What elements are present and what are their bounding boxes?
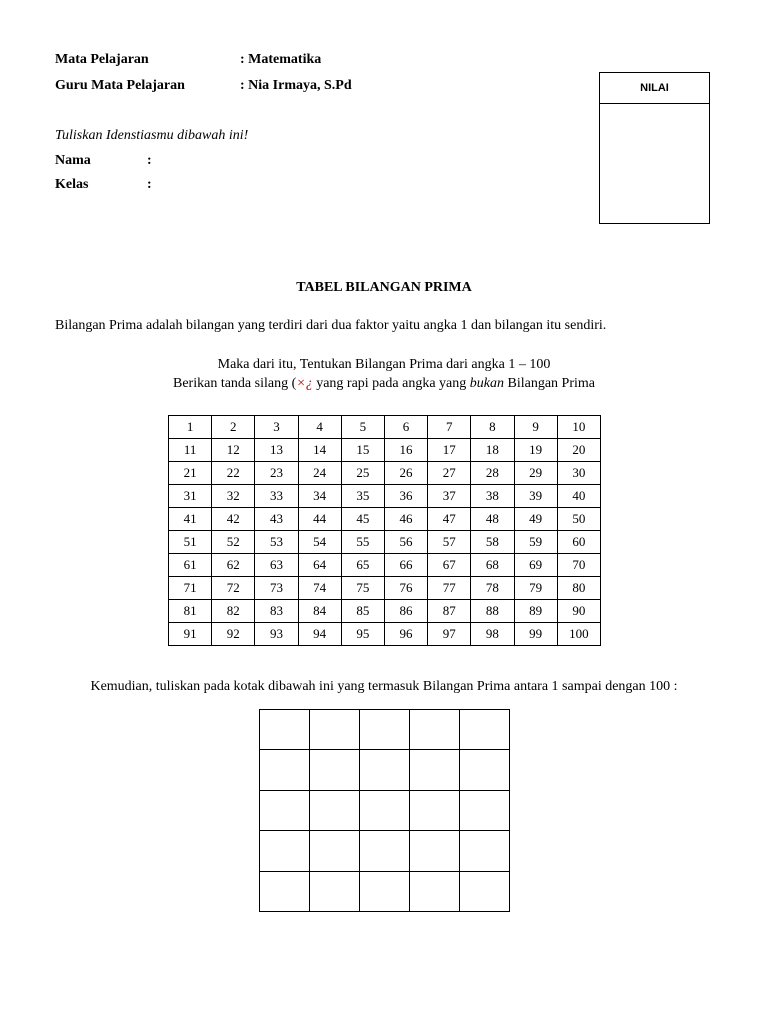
number-cell[interactable]: 17 xyxy=(428,439,471,462)
number-cell[interactable]: 86 xyxy=(384,600,427,623)
answer-cell[interactable] xyxy=(310,710,360,750)
answer-cell[interactable] xyxy=(410,831,460,871)
number-cell[interactable]: 90 xyxy=(557,600,600,623)
answer-cell[interactable] xyxy=(310,750,360,790)
number-cell[interactable]: 87 xyxy=(428,600,471,623)
answer-cell[interactable] xyxy=(360,710,410,750)
answer-cell[interactable] xyxy=(460,831,510,871)
number-cell[interactable]: 82 xyxy=(212,600,255,623)
answer-grid-row xyxy=(260,871,510,911)
number-table-row xyxy=(169,508,601,531)
task-line-2 xyxy=(0,376,768,392)
number-cell[interactable]: 63 xyxy=(255,554,298,577)
answer-cell[interactable] xyxy=(460,790,510,830)
answer-grid-row xyxy=(260,750,510,790)
teacher-value: : Nia Irmaya, S.Pd xyxy=(240,78,352,93)
number-cell[interactable]: 7 xyxy=(428,416,471,439)
number-cell[interactable]: 98 xyxy=(471,623,514,646)
number-cell[interactable]: 61 xyxy=(169,554,212,577)
number-cell[interactable]: 85 xyxy=(341,600,384,623)
number-cell[interactable]: 3 xyxy=(255,416,298,439)
number-cell[interactable]: 30 xyxy=(557,462,600,485)
task-line-2-emphasis: bukan xyxy=(469,376,504,391)
number-cell[interactable]: 27 xyxy=(428,462,471,485)
number-cell[interactable]: 92 xyxy=(212,623,255,646)
score-box xyxy=(599,72,710,224)
number-cell[interactable]: 48 xyxy=(471,508,514,531)
number-cell[interactable]: 74 xyxy=(298,577,341,600)
number-cell[interactable]: 54 xyxy=(298,531,341,554)
number-cell[interactable]: 13 xyxy=(255,439,298,462)
number-cell[interactable]: 21 xyxy=(169,462,212,485)
number-cell[interactable]: 18 xyxy=(471,439,514,462)
answer-cell[interactable] xyxy=(410,871,460,911)
number-cell[interactable]: 69 xyxy=(514,554,557,577)
number-cell[interactable]: 73 xyxy=(255,577,298,600)
definition-text: Bilangan Prima adalah bilangan yang terdiri dari dua faktor yaitu angka 1 dan bilangan itu sendiri. xyxy=(55,318,607,333)
number-cell[interactable]: 49 xyxy=(514,508,557,531)
answer-cell[interactable] xyxy=(310,790,360,830)
number-cell[interactable]: 62 xyxy=(212,554,255,577)
answer-cell[interactable] xyxy=(460,750,510,790)
number-cell[interactable]: 32 xyxy=(212,485,255,508)
page-title: TABEL BILANGAN PRIMA xyxy=(296,280,472,295)
number-table-row xyxy=(169,531,601,554)
number-table-row xyxy=(169,577,601,600)
answer-cell[interactable] xyxy=(410,710,460,750)
number-cell[interactable]: 76 xyxy=(384,577,427,600)
answer-cell[interactable] xyxy=(360,750,410,790)
number-table-row xyxy=(169,416,601,439)
number-cell[interactable]: 70 xyxy=(557,554,600,577)
number-cell[interactable]: 65 xyxy=(341,554,384,577)
number-cell[interactable]: 16 xyxy=(384,439,427,462)
number-cell[interactable]: 9 xyxy=(514,416,557,439)
cross-mark-symbol: ×¿ xyxy=(296,376,313,391)
number-cell[interactable]: 51 xyxy=(169,531,212,554)
number-cell[interactable]: 88 xyxy=(471,600,514,623)
answer-grid xyxy=(259,709,510,912)
number-cell[interactable]: 93 xyxy=(255,623,298,646)
number-cell[interactable]: 24 xyxy=(298,462,341,485)
number-cell[interactable]: 11 xyxy=(169,439,212,462)
class-field[interactable] xyxy=(160,175,560,197)
number-cell[interactable]: 72 xyxy=(212,577,255,600)
number-cell[interactable]: 44 xyxy=(298,508,341,531)
number-cell[interactable]: 29 xyxy=(514,462,557,485)
number-cell[interactable]: 41 xyxy=(169,508,212,531)
number-cell[interactable]: 43 xyxy=(255,508,298,531)
number-table-row xyxy=(169,485,601,508)
number-cell[interactable]: 59 xyxy=(514,531,557,554)
number-cell[interactable]: 6 xyxy=(384,416,427,439)
number-cell[interactable]: 2 xyxy=(212,416,255,439)
number-table-row xyxy=(169,600,601,623)
number-table-row xyxy=(169,462,601,485)
number-cell[interactable]: 80 xyxy=(557,577,600,600)
number-cell[interactable]: 36 xyxy=(384,485,427,508)
number-cell[interactable]: 79 xyxy=(514,577,557,600)
answer-cell[interactable] xyxy=(410,790,460,830)
name-colon: : xyxy=(147,153,152,168)
number-cell[interactable]: 37 xyxy=(428,485,471,508)
number-cell[interactable]: 20 xyxy=(557,439,600,462)
name-label: Nama xyxy=(55,153,91,168)
answer-cell[interactable] xyxy=(260,871,310,911)
answer-cell[interactable] xyxy=(460,871,510,911)
number-cell[interactable]: 46 xyxy=(384,508,427,531)
subject-value: : Matematika xyxy=(240,52,322,67)
answer-cell[interactable] xyxy=(360,790,410,830)
subject-label: Mata Pelajaran xyxy=(55,52,149,67)
number-cell[interactable]: 42 xyxy=(212,508,255,531)
number-cell[interactable]: 14 xyxy=(298,439,341,462)
number-cell[interactable]: 23 xyxy=(255,462,298,485)
number-cell[interactable]: 15 xyxy=(341,439,384,462)
name-field[interactable] xyxy=(160,151,560,173)
number-cell[interactable]: 60 xyxy=(557,531,600,554)
follow-up-text: Kemudian, tuliskan pada kotak dibawah ini yang termasuk Bilangan Prima antara 1 sampai dengan 100 : xyxy=(90,679,678,694)
number-cell[interactable]: 84 xyxy=(298,600,341,623)
number-table-row xyxy=(169,623,601,646)
number-cell[interactable]: 12 xyxy=(212,439,255,462)
class-colon: : xyxy=(147,177,152,192)
number-cell[interactable]: 19 xyxy=(514,439,557,462)
task-line-2-part-1: Berikan tanda silang ( xyxy=(173,376,297,391)
number-cell[interactable]: 34 xyxy=(298,485,341,508)
number-cell[interactable]: 75 xyxy=(341,577,384,600)
answer-cell[interactable] xyxy=(410,750,460,790)
number-cell[interactable]: 56 xyxy=(384,531,427,554)
number-cell[interactable]: 31 xyxy=(169,485,212,508)
number-cell[interactable]: 1 xyxy=(169,416,212,439)
number-cell[interactable]: 78 xyxy=(471,577,514,600)
answer-cell[interactable] xyxy=(460,710,510,750)
number-cell[interactable]: 81 xyxy=(169,600,212,623)
number-cell[interactable]: 5 xyxy=(341,416,384,439)
number-cell[interactable]: 28 xyxy=(471,462,514,485)
number-cell[interactable]: 57 xyxy=(428,531,471,554)
identity-instruction: Tuliskan Idenstiasmu dibawah ini! xyxy=(55,128,249,143)
answer-cell[interactable] xyxy=(260,710,310,750)
number-cell[interactable]: 45 xyxy=(341,508,384,531)
number-cell[interactable]: 4 xyxy=(298,416,341,439)
number-table-row xyxy=(169,554,601,577)
number-cell[interactable]: 58 xyxy=(471,531,514,554)
number-cell[interactable]: 47 xyxy=(428,508,471,531)
number-cell[interactable]: 71 xyxy=(169,577,212,600)
number-cell[interactable]: 25 xyxy=(341,462,384,485)
number-table-row xyxy=(169,439,601,462)
answer-grid-row xyxy=(260,710,510,750)
number-cell[interactable]: 53 xyxy=(255,531,298,554)
class-label: Kelas xyxy=(55,177,89,192)
answer-cell[interactable] xyxy=(310,831,360,871)
number-cell[interactable]: 66 xyxy=(384,554,427,577)
number-cell[interactable]: 38 xyxy=(471,485,514,508)
number-cell[interactable]: 77 xyxy=(428,577,471,600)
number-cell[interactable]: 67 xyxy=(428,554,471,577)
number-cell[interactable]: 35 xyxy=(341,485,384,508)
answer-cell[interactable] xyxy=(360,871,410,911)
number-cell[interactable]: 50 xyxy=(557,508,600,531)
number-table xyxy=(168,415,601,646)
number-cell[interactable]: 52 xyxy=(212,531,255,554)
number-cell[interactable]: 68 xyxy=(471,554,514,577)
task-line-2-part-3: Bilangan Prima xyxy=(503,376,595,391)
answer-cell[interactable] xyxy=(260,750,310,790)
number-cell[interactable]: 26 xyxy=(384,462,427,485)
number-cell[interactable]: 100 xyxy=(557,623,600,646)
number-cell[interactable]: 96 xyxy=(384,623,427,646)
number-cell[interactable]: 64 xyxy=(298,554,341,577)
answer-grid-row xyxy=(260,790,510,830)
answer-grid-row xyxy=(260,831,510,871)
answer-cell[interactable] xyxy=(260,790,310,830)
number-cell[interactable]: 94 xyxy=(298,623,341,646)
number-cell[interactable]: 10 xyxy=(557,416,600,439)
teacher-label: Guru Mata Pelajaran xyxy=(55,78,185,93)
answer-cell[interactable] xyxy=(360,831,410,871)
number-cell[interactable]: 40 xyxy=(557,485,600,508)
number-cell[interactable]: 39 xyxy=(514,485,557,508)
task-line-2-part-2: yang rapi pada angka yang xyxy=(312,376,470,391)
number-cell[interactable]: 83 xyxy=(255,600,298,623)
number-cell[interactable]: 22 xyxy=(212,462,255,485)
number-cell[interactable]: 55 xyxy=(341,531,384,554)
number-cell[interactable]: 33 xyxy=(255,485,298,508)
answer-cell[interactable] xyxy=(310,871,360,911)
number-cell[interactable]: 97 xyxy=(428,623,471,646)
number-cell[interactable]: 95 xyxy=(341,623,384,646)
number-cell[interactable]: 89 xyxy=(514,600,557,623)
score-box-label: NILAI xyxy=(600,73,709,104)
number-cell[interactable]: 99 xyxy=(514,623,557,646)
task-line-1: Maka dari itu, Tentukan Bilangan Prima dari angka 1 – 100 xyxy=(217,357,551,372)
number-cell[interactable]: 8 xyxy=(471,416,514,439)
answer-cell[interactable] xyxy=(260,831,310,871)
number-cell[interactable]: 91 xyxy=(169,623,212,646)
